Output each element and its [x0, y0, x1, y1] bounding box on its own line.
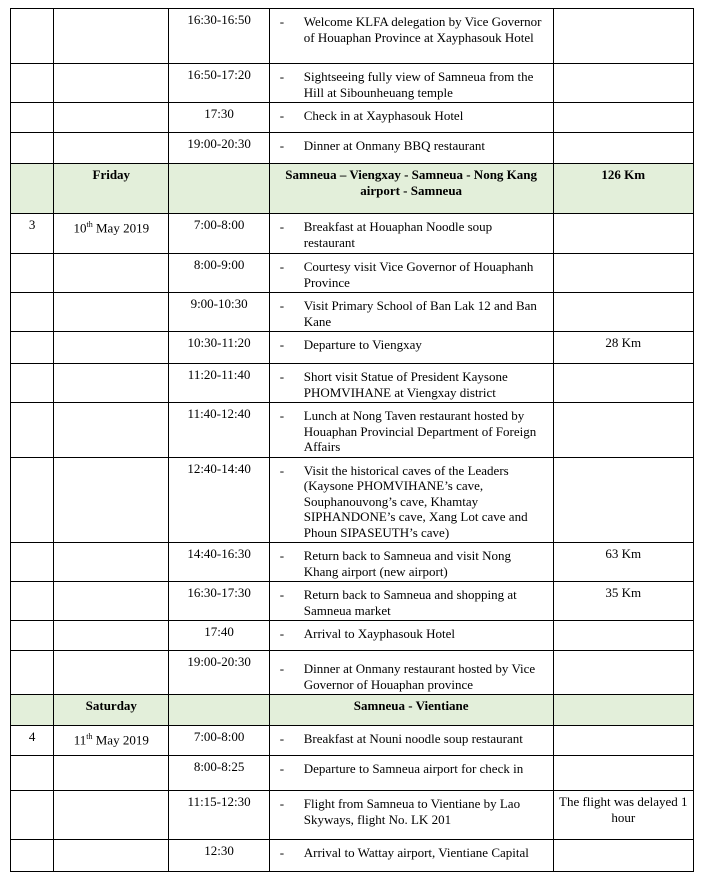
table-row [11, 254, 694, 293]
bullet-dash: - [279, 369, 285, 384]
row-time: 16:50-17:20 [169, 64, 269, 103]
row-time: 8:00-8:25 [169, 756, 269, 791]
row-activity [269, 582, 553, 621]
table-row [11, 651, 694, 695]
row-distance: The flight was delayed 1 hour [553, 791, 693, 840]
day-name: Friday [54, 164, 169, 214]
day-distance: 126 Km [553, 164, 693, 214]
row-distance [553, 651, 693, 695]
table-row [11, 133, 694, 164]
bullet-dash: - [279, 548, 285, 563]
row-number [11, 64, 54, 103]
table-row [11, 457, 694, 543]
table-row [11, 726, 694, 756]
row-time: 11:40-12:40 [169, 403, 269, 458]
row-date [54, 403, 169, 458]
row-date [54, 791, 169, 840]
row-activity [269, 214, 553, 254]
activity-text: Dinner at Onmany BBQ restaurant [303, 138, 485, 153]
date-suffix: th [86, 732, 93, 741]
row-date [54, 651, 169, 695]
row-time: 12:40-14:40 [169, 457, 269, 543]
row-date [54, 840, 169, 872]
row-time: 9:00-10:30 [169, 293, 269, 332]
row-activity [269, 9, 553, 64]
row-date [54, 332, 169, 364]
day-route: Samneua – Viengxay - Samneua - Nong Kang airport - Samneua [269, 164, 553, 214]
bullet-dash: - [279, 408, 285, 423]
activity-text: Arrival to Xayphasouk Hotel [303, 626, 456, 641]
table-row [11, 332, 694, 364]
date-rest: May 2019 [92, 732, 149, 748]
row-number [11, 791, 54, 840]
bullet-dash: - [279, 462, 285, 478]
bullet-dash: - [279, 626, 285, 641]
row-date [54, 254, 169, 293]
day-header-blank [169, 164, 269, 214]
row-activity [269, 791, 553, 840]
activity-text: Return back to Samneua and visit Nong Khang airport (new airport) [303, 548, 511, 579]
day-route: Samneua - Vientiane [269, 695, 553, 726]
bullet-dash: - [279, 661, 285, 676]
table-row [11, 214, 694, 254]
activity-text: Courtesy visit Vice Governor of Houaphanh Province [303, 259, 534, 290]
table-row [11, 582, 694, 621]
activity-text: Visit the historical caves of the Leaders (Kaysone PHOMVIHANE’s cave, Souphanouvong’s cave, Khamtay SIPHANDONE’s cave, Xang Lot cave and Phoun SIPASEUTH’s cave) [303, 462, 528, 540]
bullet-dash: - [279, 587, 285, 602]
row-activity [269, 543, 553, 582]
row-date [54, 756, 169, 791]
bullet-dash: - [279, 108, 285, 123]
bullet-dash: - [279, 298, 285, 313]
bullet-dash: - [279, 14, 285, 29]
row-distance [553, 726, 693, 756]
bullet-dash: - [279, 731, 285, 746]
day-header-blank [11, 164, 54, 214]
row-time: 11:15-12:30 [169, 791, 269, 840]
date-rest: May 2019 [92, 220, 150, 236]
row-distance: 63 Km [553, 543, 693, 582]
row-distance [553, 403, 693, 458]
row-distance [553, 840, 693, 872]
bullet-dash: - [279, 138, 285, 153]
row-activity [269, 332, 553, 364]
row-number [11, 403, 54, 458]
row-time: 16:30-17:30 [169, 582, 269, 621]
activity-text: Dinner at Onmany restaurant hosted by Vice Governor of Houaphan province [303, 661, 536, 692]
table-row [11, 621, 694, 651]
row-distance [553, 756, 693, 791]
row-number [11, 103, 54, 133]
activity-text: Breakfast at Nouni noodle soup restaurant [303, 731, 523, 746]
date-suffix: th [86, 220, 93, 229]
row-number [11, 457, 54, 543]
row-number [11, 756, 54, 791]
row-number [11, 840, 54, 872]
row-distance: 28 Km [553, 332, 693, 364]
row-activity [269, 651, 553, 695]
table-row [11, 403, 694, 458]
row-time: 19:00-20:30 [169, 133, 269, 164]
row-date [54, 582, 169, 621]
row-activity [269, 254, 553, 293]
row-time: 8:00-9:00 [169, 254, 269, 293]
row-time: 17:30 [169, 103, 269, 133]
table-row [11, 791, 694, 840]
row-activity [269, 403, 553, 458]
row-activity [269, 726, 553, 756]
row-date [54, 726, 169, 756]
row-distance [553, 103, 693, 133]
row-distance: 35 Km [553, 582, 693, 621]
row-number [11, 293, 54, 332]
row-number [11, 621, 54, 651]
activity-text: Check in at Xayphasouk Hotel [303, 108, 464, 123]
row-time: 14:40-16:30 [169, 543, 269, 582]
row-number [11, 364, 54, 403]
row-distance [553, 9, 693, 64]
bullet-dash: - [279, 845, 285, 860]
row-activity [269, 103, 553, 133]
day-header-row [11, 164, 694, 214]
row-activity [269, 756, 553, 791]
row-distance [553, 621, 693, 651]
row-time: 19:00-20:30 [169, 651, 269, 695]
activity-text: Lunch at Nong Taven restaurant hosted by Houaphan Provincial Department of Foreign Affairs [303, 408, 537, 454]
day-header-row [11, 695, 694, 726]
day-name: Saturday [54, 695, 169, 726]
date-day: 11 [73, 732, 87, 748]
bullet-dash: - [279, 796, 285, 811]
bullet-dash: - [279, 69, 285, 84]
row-distance [553, 64, 693, 103]
row-number [11, 9, 54, 64]
row-date [54, 457, 169, 543]
row-time: 16:30-16:50 [169, 9, 269, 64]
row-activity [269, 133, 553, 164]
table-row [11, 293, 694, 332]
row-activity [269, 293, 553, 332]
row-time: 7:00-8:00 [169, 726, 269, 756]
row-number [11, 543, 54, 582]
table-row [11, 756, 694, 791]
row-activity [269, 457, 553, 543]
activity-text: Departure to Samneua airport for check in [303, 761, 524, 776]
row-date [54, 293, 169, 332]
bullet-dash: - [279, 337, 285, 352]
row-date [54, 103, 169, 133]
row-date [54, 543, 169, 582]
row-distance [553, 293, 693, 332]
bullet-dash: - [279, 259, 285, 274]
day-distance [553, 695, 693, 726]
table-row [11, 64, 694, 103]
activity-text: Flight from Samneua to Vientiane by Lao Skyways, flight No. LK 201 [303, 796, 521, 827]
date-day: 10 [73, 220, 87, 236]
row-time: 12:30 [169, 840, 269, 872]
activity-text: Sightseeing fully view of Samneua from the Hill at Sibounheuang temple [303, 69, 534, 100]
row-activity [269, 364, 553, 403]
row-activity [269, 840, 553, 872]
activity-text: Visit Primary School of Ban Lak 12 and Ban Kane [303, 298, 537, 329]
day-header-blank [169, 695, 269, 726]
activity-text: Welcome KLFA delegation by Vice Governor of Houaphan Province at Xayphasouk Hotel [303, 14, 542, 45]
row-number [11, 254, 54, 293]
activity-text: Short visit Statue of President Kaysone PHOMVIHANE at Viengxay district [303, 369, 508, 400]
activity-text: Return back to Samneua and shopping at Samneua market [303, 587, 517, 618]
day-header-blank [11, 695, 54, 726]
activity-text: Arrival to Wattay airport, Vientiane Capital [303, 845, 529, 860]
row-activity [269, 64, 553, 103]
row-time: 10:30-11:20 [169, 332, 269, 364]
row-number: 3 [11, 214, 54, 254]
row-date [54, 64, 169, 103]
row-distance [553, 457, 693, 543]
row-distance [553, 133, 693, 164]
row-number [11, 332, 54, 364]
row-number [11, 133, 54, 164]
bullet-dash: - [279, 761, 285, 776]
row-distance [553, 254, 693, 293]
bullet-dash: - [279, 219, 285, 234]
table-row [11, 364, 694, 403]
row-date [54, 214, 169, 254]
row-time: 17:40 [169, 621, 269, 651]
table-row [11, 103, 694, 133]
row-number [11, 651, 54, 695]
row-date [54, 9, 169, 64]
itinerary-table [10, 8, 694, 872]
row-date [54, 621, 169, 651]
table-row [11, 840, 694, 872]
activity-text: Departure to Viengxay [303, 337, 422, 352]
row-time: 7:00-8:00 [169, 214, 269, 254]
row-number: 4 [11, 726, 54, 756]
row-activity [269, 621, 553, 651]
row-date [54, 133, 169, 164]
table-row [11, 543, 694, 582]
row-time: 11:20-11:40 [169, 364, 269, 403]
table-row [11, 9, 694, 64]
activity-text: Breakfast at Houaphan Noodle soup restaurant [303, 219, 493, 250]
row-distance [553, 364, 693, 403]
row-number [11, 582, 54, 621]
row-date [54, 364, 169, 403]
row-distance [553, 214, 693, 254]
